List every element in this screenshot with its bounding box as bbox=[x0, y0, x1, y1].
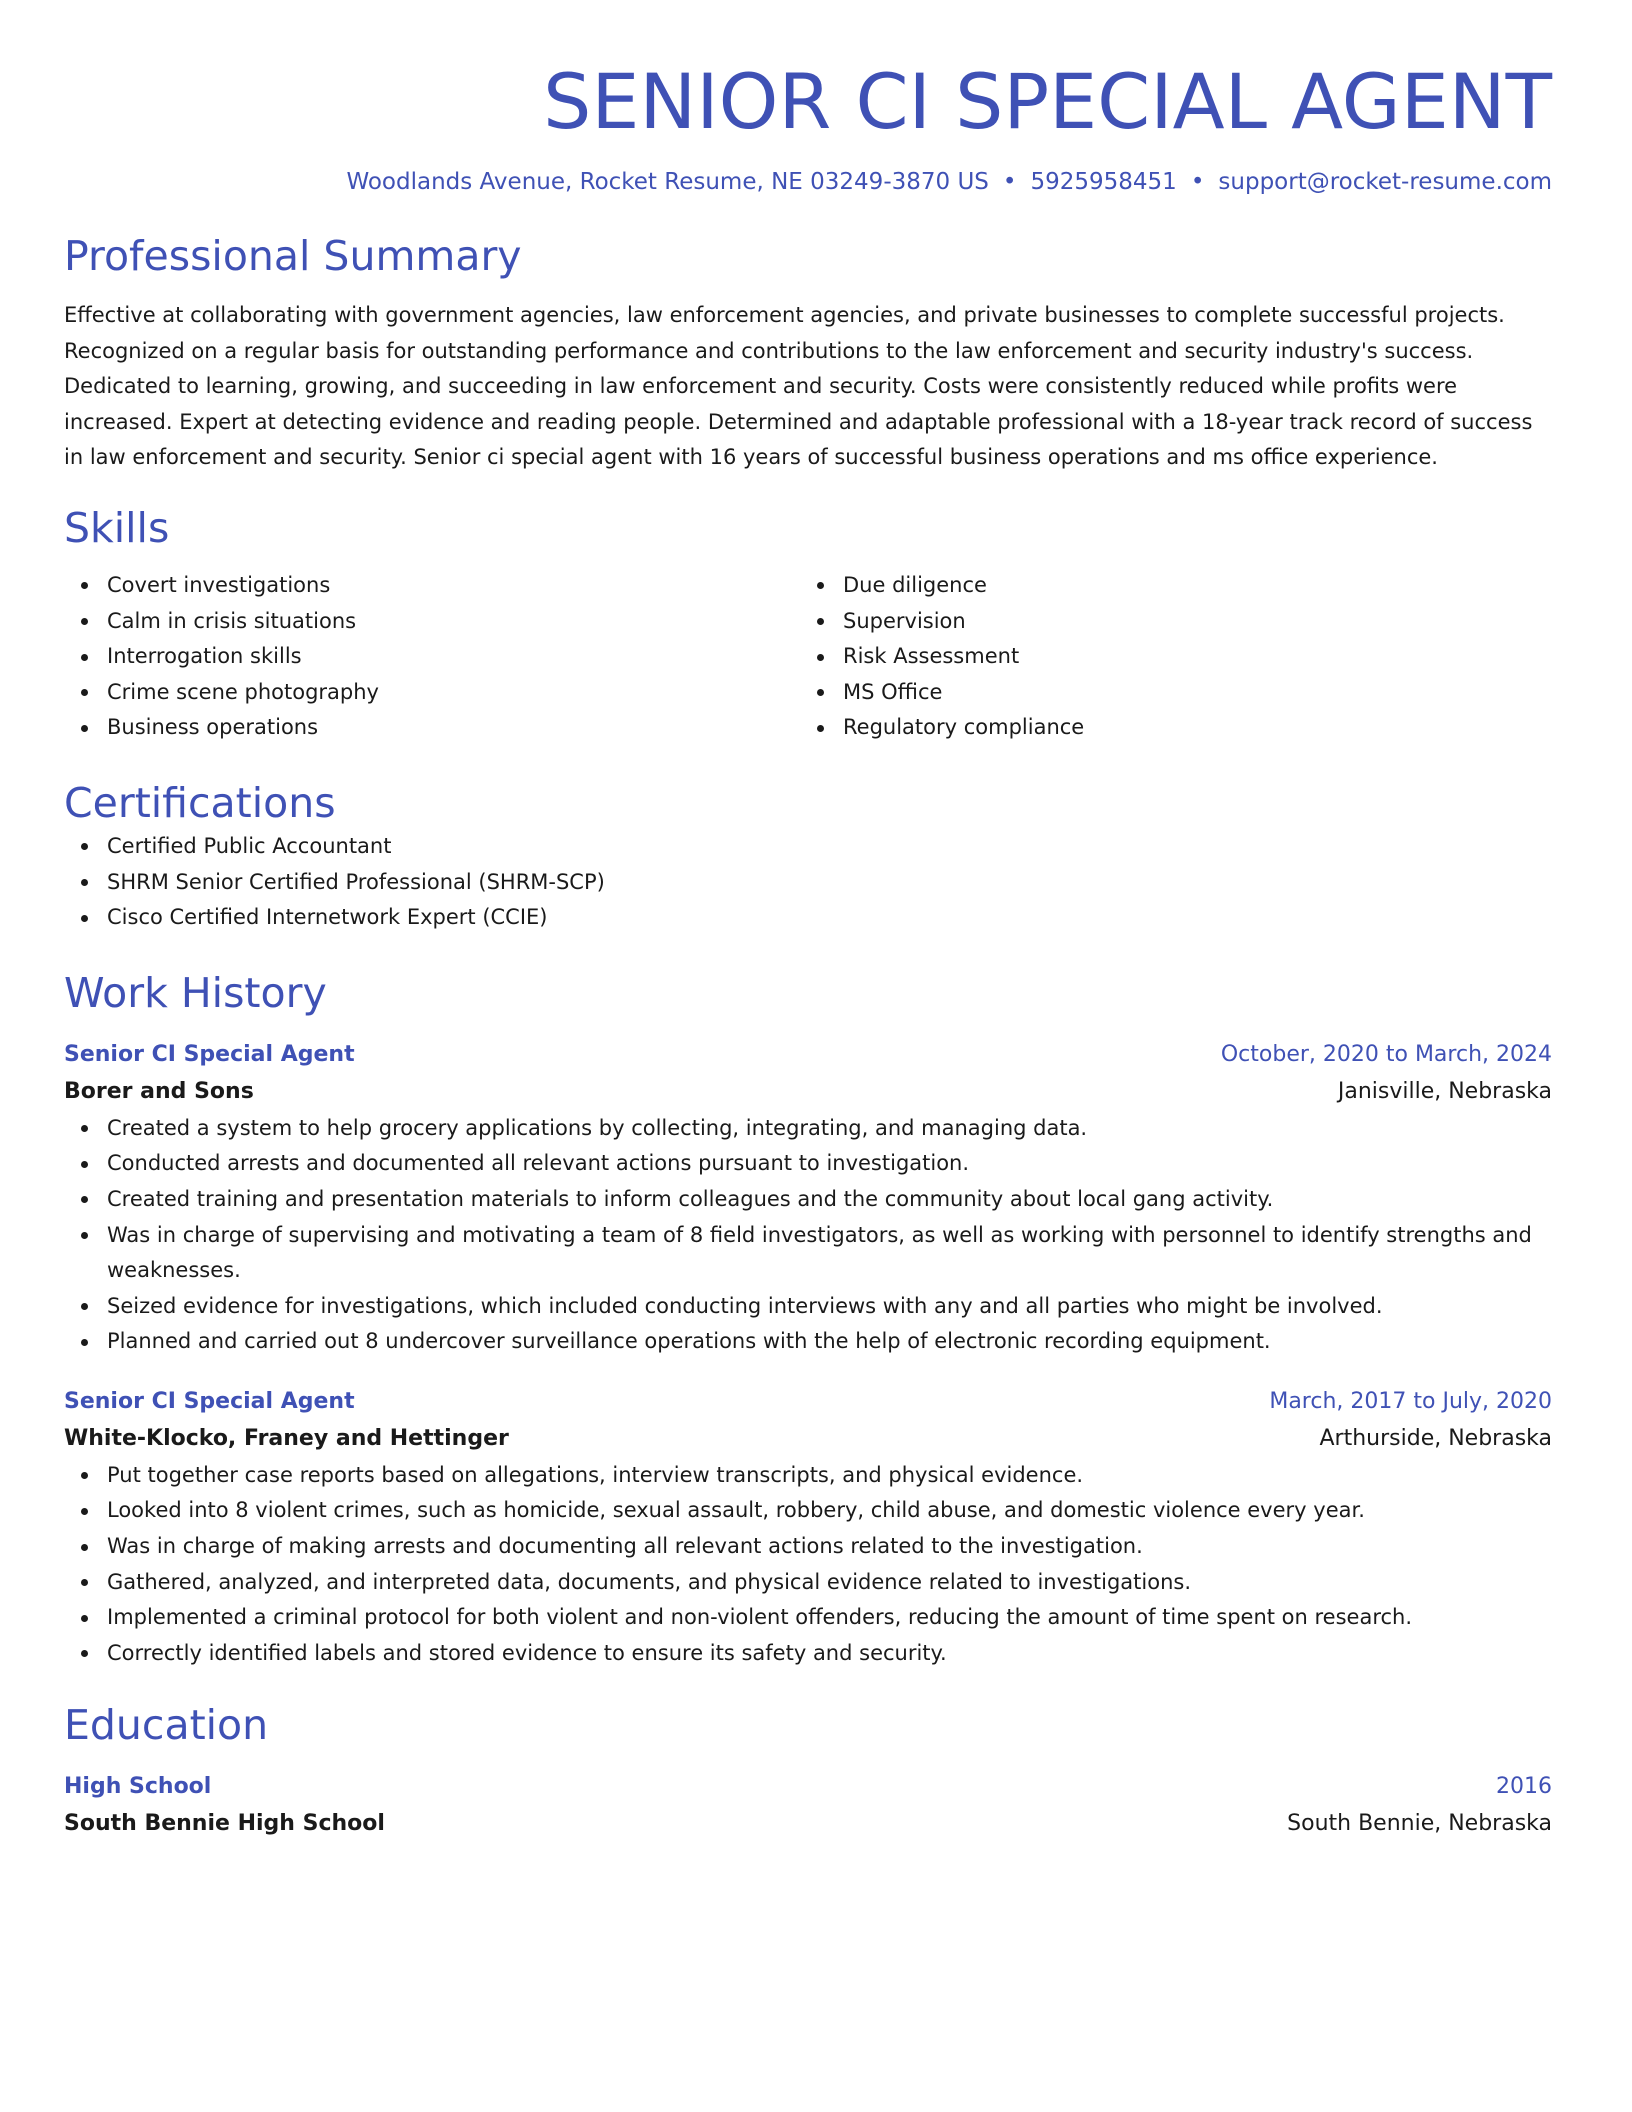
skill-item: Crime scene photography bbox=[107, 675, 800, 711]
job-header-row bbox=[64, 1037, 1552, 1073]
education-degree: High School bbox=[64, 1774, 212, 1800]
section-title-skills: Skills bbox=[64, 503, 170, 552]
job-bullets bbox=[64, 1111, 1552, 1360]
job-bullet: Implemented a criminal protocol for both violent and non-violent offenders, reducing the amount of time spent on research. bbox=[107, 1600, 1552, 1636]
education-location: South Bennie, Nebraska bbox=[1287, 1811, 1552, 1837]
education-school: South Bennie High School bbox=[64, 1811, 385, 1837]
skills-list-left bbox=[64, 568, 800, 746]
skills-section bbox=[64, 502, 1552, 746]
summary-section bbox=[64, 230, 1552, 476]
certifications-list bbox=[64, 829, 1552, 936]
skill-item: Interrogation skills bbox=[107, 639, 800, 675]
certification-item: Cisco Certified Internetwork Expert (CCIE) bbox=[107, 900, 1552, 936]
summary-text: Effective at collaborating with government agencies, law enforcement agencies, and private businesses to complete successful projects. Recognized on a regular basis for outstanding performance and contributions to the law enforcement and security industry's success. Dedicated to learning, growing, and succeeding in law enforcement and security. Costs were consistently reduced while profits were increased. Expert at detecting evidence and reading people. Determined and adaptable professional with a 18-year track record of success in law enforcement and security. Senior ci special agent with 16 years of successful business operations and ms office experience. bbox=[64, 303, 1533, 470]
skills-column-right bbox=[800, 568, 1536, 746]
job-location: Arthurside, Nebraska bbox=[1319, 1425, 1552, 1451]
job-bullet: Correctly identified labels and stored evidence to ensure its safety and security. bbox=[107, 1636, 1552, 1672]
skill-item: Due diligence bbox=[843, 568, 1536, 604]
job-header-row bbox=[64, 1384, 1552, 1420]
skill-item: Calm in crisis situations bbox=[107, 604, 800, 640]
section-title-work-history: Work History bbox=[64, 968, 327, 1017]
certification-item: Certified Public Accountant bbox=[107, 829, 1552, 865]
certification-item: SHRM Senior Certified Professional (SHRM-SCP) bbox=[107, 865, 1552, 901]
work-history-section bbox=[64, 967, 1552, 1672]
certifications-section bbox=[64, 777, 1552, 936]
job-title: Senior CI Special Agent bbox=[64, 1388, 355, 1414]
contact-email[interactable]: support@rocket-resume.com bbox=[1218, 169, 1552, 195]
education-header-row bbox=[64, 1769, 1552, 1805]
job-bullet: Was in charge of supervising and motivating a team of 8 field investigators, as well as working with personnel to identify strengths and weaknesses. bbox=[107, 1218, 1552, 1289]
skills-column-left bbox=[64, 568, 800, 746]
education-year: 2016 bbox=[1496, 1774, 1552, 1800]
skill-item: Regulatory compliance bbox=[843, 710, 1536, 746]
candidate-name: SENIOR CI SPECIAL AGENT bbox=[543, 57, 1552, 146]
education-school-row bbox=[64, 1805, 1552, 1843]
skill-item: MS Office bbox=[843, 675, 1536, 711]
job-bullet: Created training and presentation materials to inform colleagues and the community about local gang activity. bbox=[107, 1182, 1552, 1218]
job-bullets bbox=[64, 1458, 1552, 1672]
resume-header bbox=[64, 0, 1552, 198]
job-bullet: Seized evidence for investigations, which included conducting interviews with any and all parties who might be involved. bbox=[107, 1289, 1552, 1325]
education-section bbox=[64, 1699, 1552, 1843]
job-bullet: Gathered, analyzed, and interpreted data, documents, and physical evidence related to investigations. bbox=[107, 1565, 1552, 1601]
job-dates: March, 2017 to July, 2020 bbox=[1269, 1388, 1552, 1414]
job-bullet: Planned and carried out 8 undercover surveillance operations with the help of electronic recording equipment. bbox=[107, 1324, 1552, 1360]
section-title-education: Education bbox=[64, 1701, 269, 1750]
contact-separator: • bbox=[1190, 169, 1205, 195]
job-dates: October, 2020 to March, 2024 bbox=[1220, 1041, 1552, 1067]
skill-item: Risk Assessment bbox=[843, 639, 1536, 675]
job-bullet: Conducted arrests and documented all relevant actions pursuant to investigation. bbox=[107, 1146, 1552, 1182]
skill-item: Covert investigations bbox=[107, 568, 800, 604]
job-bullet: Created a system to help grocery applications by collecting, integrating, and managing data. bbox=[107, 1111, 1552, 1147]
resume-page bbox=[64, 0, 1552, 1843]
skill-item: Supervision bbox=[843, 604, 1536, 640]
job-entry bbox=[64, 1037, 1552, 1360]
contact-line bbox=[64, 166, 1552, 198]
skills-grid bbox=[64, 568, 1552, 746]
section-title-summary: Professional Summary bbox=[64, 232, 522, 280]
job-company: Borer and Sons bbox=[64, 1078, 254, 1104]
job-location: Janisville, Nebraska bbox=[1337, 1078, 1552, 1104]
job-bullet: Was in charge of making arrests and documenting all relevant actions related to the investigation. bbox=[107, 1529, 1552, 1565]
job-entry bbox=[64, 1384, 1552, 1672]
contact-address: Woodlands Avenue, Rocket Resume, NE 03249-3870 US bbox=[346, 169, 989, 195]
section-title-certifications: Certifications bbox=[64, 778, 336, 827]
job-bullet: Looked into 8 violent crimes, such as homicide, sexual assault, robbery, child abuse, and domestic violence every year. bbox=[107, 1493, 1552, 1529]
contact-separator: • bbox=[1002, 169, 1017, 195]
job-title: Senior CI Special Agent bbox=[64, 1041, 355, 1067]
contact-phone: 5925958451 bbox=[1030, 169, 1177, 195]
skill-item: Business operations bbox=[107, 710, 800, 746]
job-company: White-Klocko, Franey and Hettinger bbox=[64, 1425, 509, 1451]
job-company-row bbox=[64, 1420, 1552, 1458]
education-entry bbox=[64, 1769, 1552, 1843]
job-bullet: Put together case reports based on allegations, interview transcripts, and physical evidence. bbox=[107, 1458, 1552, 1494]
skills-list-right bbox=[800, 568, 1536, 746]
job-company-row bbox=[64, 1073, 1552, 1111]
